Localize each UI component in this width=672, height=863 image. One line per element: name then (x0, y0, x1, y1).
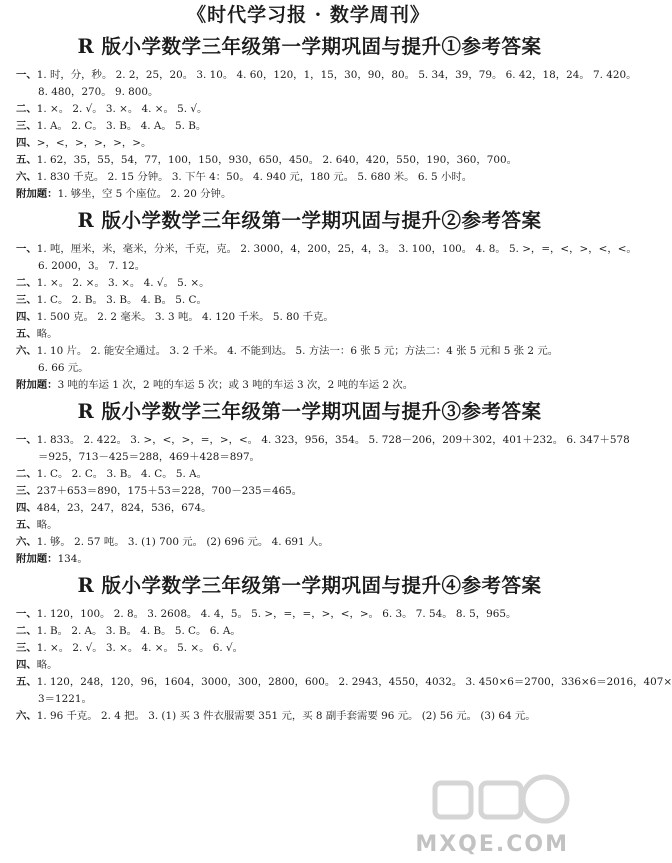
section-1 (0, 30, 637, 202)
answer-row (16, 119, 603, 134)
answer-row (16, 259, 603, 274)
row-text: >，<，>，>，>，>。 (36, 137, 152, 149)
row-label: 五、 (16, 154, 37, 166)
answer-row (16, 85, 603, 100)
row-text: 略。 (36, 328, 58, 340)
answer-row (16, 675, 672, 690)
answer-row (16, 68, 637, 83)
row-text: 1. 10 片。 2. 能安全通过。 3. 2 千米。 4. 不能到达。 5. 方法一：6 张 5 元；方法二：4 张 5 元和 5 张 2 元。 (36, 345, 559, 357)
answer-row (16, 310, 603, 325)
row-text: 1. 够坐，空 5 个座位。 2. 20 分钟。 (57, 188, 232, 200)
row-label: 四、 (16, 311, 37, 323)
answer-row (16, 484, 603, 499)
row-text: 1. 500 克。 2. 2 毫米。 3. 3 吨。 4. 120 千米。 5. 80 千克。 (36, 311, 334, 323)
answer-row (16, 344, 603, 359)
row-label: 三、 (16, 120, 37, 132)
answer-row (16, 467, 603, 482)
row-text: 237＋653＝890，175＋53＝228，700－235＝465。 (36, 485, 303, 497)
row-label: 六、 (16, 171, 37, 183)
row-text: 1. A。 2. C。 3. B。 4. A。 5. B。 (36, 120, 207, 132)
answer-row (16, 293, 603, 308)
section-title: R 版小学数学三年级第一学期巩固与提升②参考答案 (77, 209, 542, 232)
answer-row (16, 450, 603, 465)
answer-row (16, 607, 603, 622)
answer-row (16, 501, 603, 516)
answer-row (16, 170, 603, 185)
row-label: 一、 (16, 243, 37, 255)
row-label: 二、 (16, 625, 37, 637)
row-label: 五、 (16, 328, 37, 340)
answer-row (16, 552, 603, 567)
answer-row (16, 535, 603, 550)
row-text: 1. ×。 2. ×。 3. ×。 4. √。 5. ×。 (36, 277, 210, 289)
section-3 (0, 395, 630, 567)
answer-row (16, 102, 603, 117)
section-title: R 版小学数学三年级第一学期巩固与提升③参考答案 (77, 400, 542, 423)
row-label: 五、 (16, 676, 37, 688)
answer-row (16, 378, 603, 393)
answer-row (16, 153, 603, 168)
row-text: 1. C。 2. C。 3. B。 4. C。 5. A。 (36, 468, 208, 480)
row-text: 1. 吨，厘米，米，毫米，分米，千克，克。 2. 3000，4，200，25，4，3。 3. 100，100。 4. 8。 5. >，=，<，>，<，<。 (36, 243, 637, 255)
answer-row (16, 361, 603, 376)
row-label: 一、 (16, 434, 37, 446)
answer-row (16, 658, 603, 673)
answer-row (16, 709, 603, 724)
answer-row (16, 641, 603, 656)
row-label: 四、 (16, 659, 37, 671)
row-text: 1. 96 千克。 2. 4 把。 3. (1) 买 3 件衣服需要 351 元，买 8 副手套需要 96 元。 (2) 56 元。 (3) 64 元。 (36, 710, 536, 722)
row-text: 8. 480，270。 9. 800。 (38, 86, 159, 98)
row-text: 1. B。 2. A。 3. B。 4. B。 5. C。 6. A。 (36, 625, 241, 637)
row-text: 略。 (36, 519, 58, 531)
section-2 (0, 204, 637, 393)
section-4 (0, 569, 672, 724)
row-label: 二、 (16, 277, 37, 289)
row-text: 6. 2000，3。 7. 12。 (38, 260, 146, 272)
row-text: 1. 120，100。 2. 8。 3. 2608。 4. 4，5。 5. >，=，=，>，<，>。 6. 3。 7. 54。 8. 5，965。 (36, 608, 517, 620)
row-text: 1. 120，248，120，96，1604，3000，300，2800，600。 2. 2943，4550，4032。 3. 450×6＝2700，336×6＝2016，407× (36, 676, 672, 688)
row-text: 1. 够。 2. 57 吨。 3. (1) 700 元。 (2) 696 元。 4. 691 人。 (36, 536, 329, 548)
answer-row (16, 518, 603, 533)
row-label: 六、 (16, 345, 37, 357)
row-text: 3＝1221。 (38, 693, 92, 705)
row-label: 四、 (16, 137, 37, 149)
row-label: 二、 (16, 103, 37, 115)
answer-row (16, 624, 603, 639)
row-text: 1. 830 千克。 2. 15 分钟。 3. 下午 4：50。 4. 940 元，180 元。 5. 680 米。 6. 5 小时。 (36, 171, 473, 183)
answer-row (16, 327, 603, 342)
masthead: 《时代学习报 · 数学周刊》 (187, 4, 430, 26)
row-text: 134。 (57, 553, 88, 565)
row-label: 六、 (16, 536, 37, 548)
row-text: ＝925，713－425＝288，469＋428＝897。 (38, 451, 260, 463)
row-text: 略。 (36, 659, 58, 671)
row-label: 二、 (16, 468, 37, 480)
row-text: 1. C。 2. B。 3. B。 4. B。 5. C。 (36, 294, 207, 306)
row-text: 484，23，247，824，536，674。 (36, 502, 212, 514)
answer-row (16, 136, 603, 151)
row-label: 三、 (16, 642, 37, 654)
row-label: 四、 (16, 502, 37, 514)
row-label: 三、 (16, 294, 37, 306)
row-label: 一、 (16, 608, 37, 620)
answer-row (16, 692, 603, 707)
row-label: 附加题： (16, 379, 58, 391)
answer-row (16, 242, 637, 257)
row-label: 附加题： (16, 553, 58, 565)
section-title: R 版小学数学三年级第一学期巩固与提升④参考答案 (77, 574, 542, 597)
row-label: 五、 (16, 519, 37, 531)
row-label: 一、 (16, 69, 37, 81)
row-text: 1. ×。 2. √。 3. ×。 4. ×。 5. ×。 6. √。 (36, 642, 244, 654)
answer-row (16, 187, 603, 202)
row-text: 3 吨的车运 1 次，2 吨的车运 5 次；或 3 吨的车运 3 次，2 吨的车运 2 次。 (57, 379, 414, 391)
row-text: 1. 62，35，55，54，77，100，150，930，650，450。 2. 640，420，550，190，360，700。 (36, 154, 518, 166)
answer-row (16, 276, 603, 291)
row-text: 1. 时，分，秒。 2. 2，25，20。 3. 10。 4. 60，120，1，15，30，90，80。 5. 34，39，79。 6. 42，18，24。 7. 420。 (36, 69, 637, 81)
row-text: 1. 833。 2. 422。 3. >，<，>，=，>，<。 4. 323，956，354。 5. 728－206，209＋302，401＋232。 6. 347＋578 (36, 434, 630, 446)
row-label: 三、 (16, 485, 37, 497)
row-label: 附加题： (16, 188, 58, 200)
row-text: 6. 66 元。 (38, 362, 89, 374)
watermark-text: MXQE.COM (415, 832, 569, 857)
section-title: R 版小学数学三年级第一学期巩固与提升①参考答案 (77, 35, 542, 58)
row-text: 1. ×。 2. √。 3. ×。 4. ×。 5. √。 (36, 103, 208, 115)
answer-row (16, 433, 630, 448)
row-label: 六、 (16, 710, 37, 722)
